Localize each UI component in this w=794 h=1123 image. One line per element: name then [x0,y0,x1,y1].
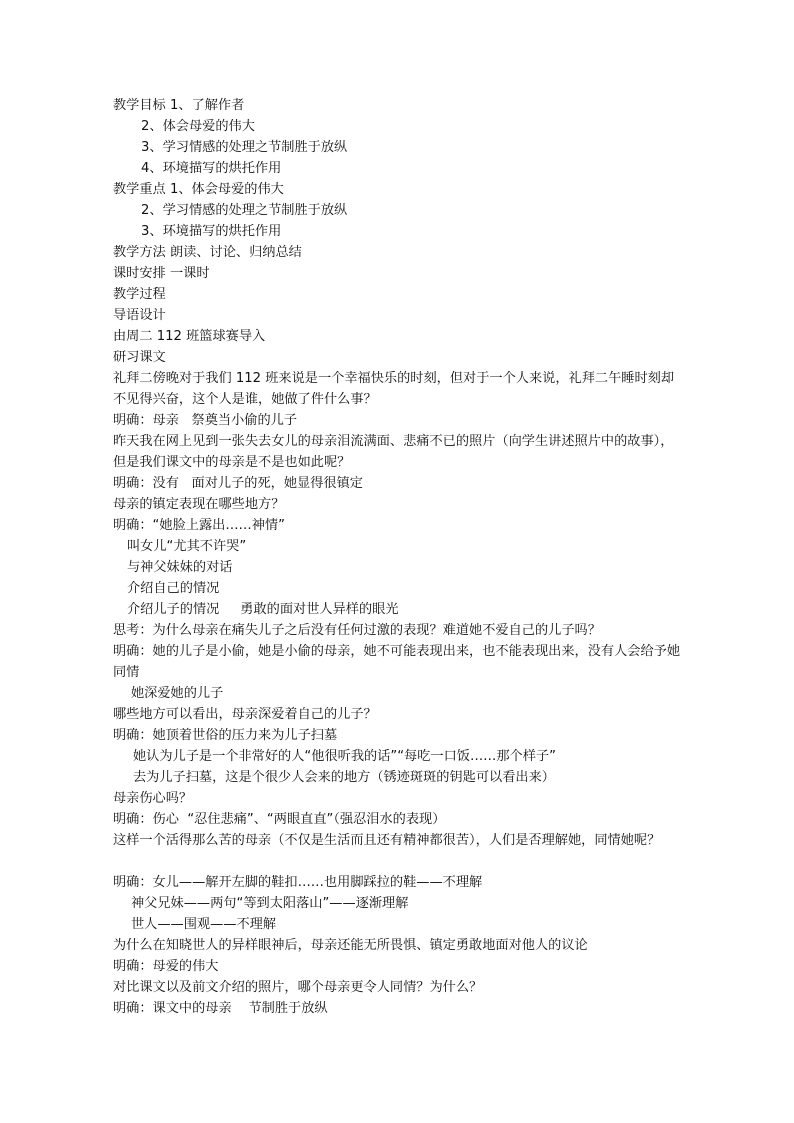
text-line-onlookers: 世人——围观——不理解 [131,917,277,932]
text-line-teaching-methods: 教学方法 朗读、讨论、归纳总结 [113,245,302,260]
text-line-intro: 由周二 112 班篮球赛导入 [113,329,266,344]
text-line-question-calm: 母亲的镇定表现在哪些地方？ [113,497,285,512]
text-line-good-son: 她认为儿子是一个非常好的人“他很听我的话”“每吃一口饭……那个样子” [133,749,556,764]
text-paragraph-photo: 昨天我在网上见到一张失去女儿的母亲泪流满面、悲痛不已的照片（向学生讲述照片中的故事），但是我们课文中的母亲是不是也如此呢？ [113,434,674,470]
text-line-daughter-no-cry: 叫女儿“尤其不许哭” [127,539,247,554]
text-line-goal-3: 3、学习情感的处理之节制胜于放纵 [141,140,348,155]
text-line-answer-3: 明确：“她脸上露出……神情” [113,518,285,533]
text-paragraph-question-1: 礼拜二傍晚对于我们 112 班来说是一个幸福快乐的时刻，但对于一个人来说，礼拜二午睡时刻却不见得兴奋，这个人是谁，她做了件什么事？ [113,371,675,407]
text-line-intro-design: 导语设计 [113,308,166,323]
text-line-self-intro: 介绍自己的情况 [127,581,220,596]
text-line-goal-4: 4、环境描写的烘托作用 [141,161,282,176]
lesson-plan-text [113,95,683,1019]
text-line-answer-5: 明确：她顶着世俗的压力来为儿子扫墓 [113,728,338,743]
text-line-question-understand: 这样一个活得那么苦的母亲（不仅是生活而且还有精神都很苦），人们是否理解她，同情她呢？ [113,833,661,848]
text-line-son-intro: 介绍儿子的情况 勇敢的面对世人异样的眼光 [127,602,399,617]
text-line-key-point-3: 3、环境描写的烘托作用 [141,224,282,239]
text-line-question-compare: 对比课文以及前文介绍的照片，哪个母亲更令人同情？为什么？ [113,980,483,995]
text-line-answer-2: 明确：没有 面对儿子的死，她显得很镇定 [113,476,363,491]
text-line-process: 教学过程 [113,287,166,302]
text-line-think: 思考：为什么母亲在痛失儿子之后没有任何过激的表现？难道她不爱自己的儿子吗？ [113,623,601,638]
text-line-answer-9: 明确：课文中的母亲 节制胜于放纵 [113,1001,328,1016]
text-line-answer-8: 明确：母爱的伟大 [113,959,219,974]
text-line-teaching-goals: 教学目标 1、了解作者 [113,98,245,113]
text-line-study-text: 研习课文 [113,350,166,365]
text-line-goal-2: 2、体会母爱的伟大 [141,119,255,134]
text-line-answer-6: 明确：伤心 “忍住悲痛”、“两眼直直”（强忍泪水的表现） [113,812,446,827]
text-line-loves-son: 她深爱她的儿子 [131,686,224,701]
text-paragraph-answer-4: 明确：她的儿子是小偷，她是小偷的母亲，她不可能表现出来，也不能表现出来，没有人会给予她同情 [113,644,681,680]
text-line-dialogue: 与神父妹妹的对话 [127,560,233,575]
text-line-question-brave: 为什么在知晓世人的异样眼神后，母亲还能无所畏惧、镇定勇敢地面对他人的议论 [113,938,588,953]
text-line-grave-visit: 去为儿子扫墓，这是个很少人会来的地方（锈迹斑斑的钥匙可以看出来） [133,770,555,785]
text-line-answer-7: 明确：女儿——解开左脚的鞋扣……也用脚踩拉的鞋——不理解 [113,875,483,890]
text-line-schedule: 课时安排 一课时 [113,266,210,281]
text-line-answer-1: 明确：母亲 祭奠当小偷的儿子 [113,413,298,428]
text-line-key-points: 教学重点 1、体会母爱的伟大 [113,182,284,197]
text-line-priest-siblings: 神父兄妹——两句“等到太阳落山”——逐渐理解 [131,896,409,911]
text-line-key-point-2: 2、学习情感的处理之节制胜于放纵 [141,203,348,218]
text-line-question-love: 哪些地方可以看出，母亲深爱着自己的儿子？ [113,707,377,722]
blank-line [113,851,683,872]
text-line-question-sad: 母亲伤心吗？ [113,791,193,806]
